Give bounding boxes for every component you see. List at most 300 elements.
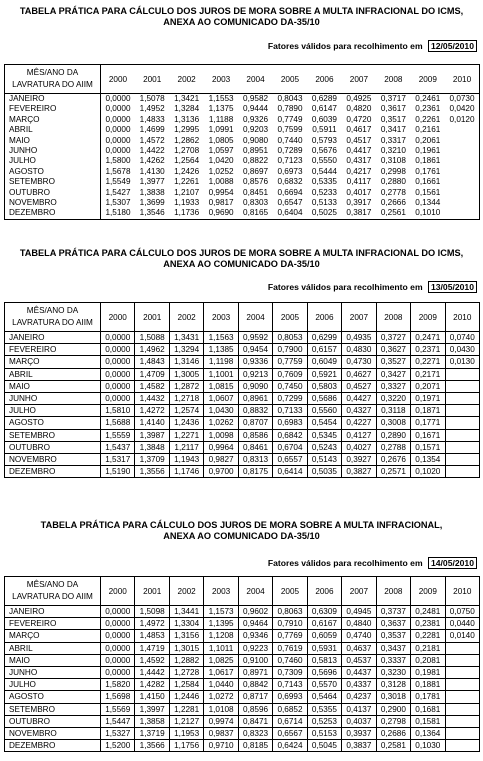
factor-cell: 0,0430	[445, 344, 479, 356]
factor-cell: 0,5793	[311, 135, 337, 145]
factor-cell: 0,0420	[449, 104, 475, 114]
factor-cell: 0,2890	[376, 429, 410, 441]
factor-cell: 0,3118	[376, 405, 410, 417]
factor-cell: 0,9100	[238, 654, 272, 666]
factor-cell: 0,9080	[243, 135, 269, 145]
factor-cell: 1,0805	[208, 135, 234, 145]
factor-table	[4, 302, 480, 478]
factor-cell: 1,3566	[135, 740, 169, 752]
table-row	[5, 618, 480, 630]
factor-cell: 1,1001	[204, 368, 238, 380]
factor-cell: 0,6167	[307, 618, 341, 630]
year-header: 2002	[169, 303, 203, 332]
month-label: AGOSTO	[5, 417, 101, 429]
month-year-header	[5, 65, 101, 94]
factor-cell: 1,5569	[101, 703, 135, 715]
factor-cell: 1,0252	[208, 166, 234, 176]
table-row	[5, 728, 480, 740]
factor-cell	[445, 208, 479, 219]
valid-date: 13/05/2010	[428, 281, 477, 293]
factor-cell: 0,3230	[376, 667, 410, 679]
factor-cell: 0,1020	[411, 466, 445, 478]
factor-cell: 0,5464	[307, 691, 341, 703]
factor-cell: 1,4592	[135, 654, 169, 666]
factor-cell: 0,5345	[307, 429, 341, 441]
month-label: DEZEMBRO	[5, 208, 101, 219]
factor-cell: 0,4337	[342, 679, 376, 691]
table-row	[5, 156, 480, 166]
factor-cell: 0,5233	[311, 187, 337, 197]
factor-cell: 0,6704	[273, 441, 307, 453]
factor-cell: 1,5190	[101, 466, 135, 478]
factor-cell: 0,3937	[342, 728, 376, 740]
factor-cell: 0,2361	[415, 104, 441, 114]
factor-cell: 0,1561	[415, 187, 441, 197]
month-label: AGOSTO	[5, 691, 101, 703]
factor-cell: 0,8842	[238, 679, 272, 691]
factor-cell: 0,3717	[380, 94, 406, 103]
factor-cell: 1,2564	[174, 156, 200, 166]
factor-cell: 1,4962	[135, 344, 169, 356]
year-header: 2005	[273, 577, 307, 606]
factor-cell: 0,6289	[311, 94, 337, 103]
factor-cell: 0,2571	[376, 466, 410, 478]
year-header: 2000	[101, 65, 135, 94]
factor-cell: 1,2436	[169, 417, 203, 429]
year-header: 2009	[411, 577, 445, 606]
factor-cell: 0,3537	[376, 630, 410, 642]
factor-cell: 1,2574	[169, 405, 203, 417]
valid-date: 14/05/2010	[428, 557, 477, 569]
factor-cell: 0,7460	[273, 654, 307, 666]
month-label: OUTUBRO	[5, 188, 101, 198]
factor-cell: 0,7289	[277, 146, 303, 156]
factor-table	[4, 64, 480, 220]
factor-cell: 0,3337	[376, 654, 410, 666]
month-label: OUTUBRO	[5, 715, 101, 727]
month-label: JANEIRO	[5, 94, 101, 105]
factor-cell: 0,5696	[307, 667, 341, 679]
month-label: FEVEREIRO	[5, 104, 101, 114]
factor-cell: 0,2561	[380, 208, 406, 218]
factor-cell: 0,2261	[415, 114, 441, 124]
factor-cell: 0,5931	[307, 642, 341, 654]
factor-cell	[445, 177, 479, 187]
factor-cell: 0,1981	[411, 667, 445, 679]
factor-cell: 1,0272	[204, 691, 238, 703]
month-label: OUTUBRO	[5, 441, 101, 453]
factor-cell: 0,8175	[238, 466, 272, 478]
factor-cell: 0,5570	[307, 679, 341, 691]
table-row	[5, 94, 480, 105]
factor-cell: 0,8822	[243, 156, 269, 166]
table-row	[5, 630, 480, 642]
factor-cell: 0,8832	[238, 405, 272, 417]
factor-cell: 0,6059	[307, 630, 341, 642]
factor-cell: 1,1198	[204, 356, 238, 368]
factor-cell: 0,7143	[273, 679, 307, 691]
year-header: 2007	[342, 303, 376, 332]
factor-cell: 1,2872	[169, 380, 203, 392]
factor-cell: 1,5437	[101, 441, 135, 453]
table-body	[5, 94, 480, 220]
factor-cell: 1,2446	[169, 691, 203, 703]
table-row	[5, 679, 480, 691]
factor-cell: 0,9326	[243, 114, 269, 124]
factor-cell: 0,0000	[101, 393, 135, 405]
factor-cell: 0,5560	[307, 405, 341, 417]
valid-label: Fatores válidos para recolhimento em	[267, 558, 423, 568]
factor-cell: 0,8576	[243, 177, 269, 187]
factor-cell: 0,4117	[346, 177, 372, 187]
factor-cell: 0,0000	[101, 356, 135, 368]
factor-cell: 0,0000	[101, 380, 135, 392]
factor-cell: 0,3018	[376, 691, 410, 703]
year-header: 2006	[307, 577, 341, 606]
factor-cell: 0,8461	[238, 441, 272, 453]
factor-cell: 0,0120	[449, 114, 475, 124]
factor-cell: 1,4952	[139, 104, 165, 114]
table-row	[5, 441, 480, 453]
factor-cell	[445, 167, 479, 177]
month-header-line-2: LAVRATURA DO AIIM	[12, 80, 93, 89]
factor-cell: 0,4637	[342, 642, 376, 654]
factor-cell: 0,3637	[376, 618, 410, 630]
factor-cell: 0,3417	[380, 125, 406, 135]
year-header: 2008	[376, 303, 410, 332]
factor-cell: 0,5454	[307, 417, 341, 429]
factor-cell: 1,3546	[139, 208, 165, 218]
factor-cell: 1,4582	[135, 380, 169, 392]
factor-cell: 0,3727	[376, 332, 410, 344]
factor-cell: 1,5800	[105, 156, 131, 166]
factor-cell: 0,9582	[243, 94, 269, 103]
month-label: JULHO	[5, 156, 101, 166]
factor-cell: 0,4537	[342, 654, 376, 666]
factor-cell	[445, 198, 479, 208]
table-section-1	[0, 0, 483, 245]
factor-cell: 0,5803	[307, 380, 341, 392]
month-label: JUNHO	[5, 667, 101, 679]
factor-cell: 1,4709	[135, 368, 169, 380]
factor-cell: 1,1746	[169, 466, 203, 478]
factor-cell: 1,3136	[174, 114, 200, 124]
table-row	[5, 188, 480, 198]
factor-cell: 0,2471	[411, 332, 445, 344]
factor-cell: 0,6309	[307, 606, 341, 618]
factor-cell: 1,1395	[204, 618, 238, 630]
year-header: 2007	[342, 577, 376, 606]
factor-cell: 1,3709	[135, 454, 169, 466]
factor-cell: 1,0098	[204, 429, 238, 441]
factor-cell: 1,1933	[174, 198, 200, 208]
factor-cell: 0,5133	[311, 198, 337, 208]
year-header: 2009	[411, 303, 445, 332]
factor-cell: 0,4840	[342, 618, 376, 630]
factor-cell: 0,9213	[238, 368, 272, 380]
factor-cell	[445, 454, 479, 466]
title-line-2: ANEXA AO COMUNICADO DA-35/10	[163, 530, 320, 541]
factor-cell: 1,3015	[169, 642, 203, 654]
factor-cell: 0,6147	[311, 104, 337, 114]
factor-cell: 0,0000	[101, 618, 135, 630]
factor-cell: 1,4853	[135, 630, 169, 642]
factor-cell: 0,4830	[342, 344, 376, 356]
factor-cell: 0,8185	[238, 740, 272, 752]
factor-cell: 0,1681	[411, 703, 445, 715]
factor-cell	[445, 703, 479, 715]
factor-cell: 0,7599	[277, 125, 303, 135]
factor-cell: 0,3817	[346, 208, 372, 218]
factor-cell	[445, 642, 479, 654]
table-row	[5, 454, 480, 466]
factor-cell: 0,4437	[342, 667, 376, 679]
factor-cell: 0,7450	[273, 380, 307, 392]
year-header: 2001	[135, 65, 169, 94]
valid-label: Fatores válidos para recolhimento em	[267, 282, 423, 292]
valid-date-line	[268, 40, 477, 52]
factor-cell: 1,4843	[135, 356, 169, 368]
factor-cell: 0,1571	[411, 441, 445, 453]
title-line-1: TABELA PRÁTICA PARA CÁLCULO DOS JUROS DE MORA SOBRE A MULTA INFRACIONAL DO ICMS,	[19, 248, 464, 258]
factor-cell: 1,2728	[169, 667, 203, 679]
factor-cell: 1,0597	[208, 146, 234, 156]
month-label: SETEMBRO	[5, 429, 101, 441]
factor-cell: 0,7759	[273, 356, 307, 368]
factor-cell: 0,0000	[101, 642, 135, 654]
factor-cell: 0,5686	[307, 393, 341, 405]
table-row	[5, 104, 480, 114]
month-label: MARÇO	[5, 115, 101, 125]
factor-cell	[445, 667, 479, 679]
factor-cell	[445, 728, 479, 740]
month-label: ABRIL	[5, 642, 101, 654]
factor-cell: 0,6567	[273, 728, 307, 740]
factor-cell: 1,3146	[169, 356, 203, 368]
factor-cell: 0,7309	[273, 667, 307, 679]
factor-cell: 1,5559	[101, 429, 135, 441]
factor-cell: 1,3977	[139, 177, 165, 187]
factor-cell: 0,8717	[238, 691, 272, 703]
factor-cell: 1,2708	[174, 146, 200, 156]
factor-cell: 0,7900	[273, 344, 307, 356]
factor-cell: 1,0617	[204, 667, 238, 679]
factor-cell: 1,3848	[135, 441, 169, 453]
factor-cell: 0,0730	[449, 94, 475, 103]
table-row	[5, 344, 480, 356]
factor-cell: 0,2676	[376, 454, 410, 466]
factor-cell: 0,4017	[346, 187, 372, 197]
factor-cell: 0,6039	[311, 114, 337, 124]
factor-cell: 0,3527	[376, 356, 410, 368]
month-header-line-1: MÊS/ANO DA	[26, 580, 79, 589]
factor-cell: 0,3917	[346, 198, 372, 208]
factor-cell: 0,8313	[238, 454, 272, 466]
factor-cell: 1,5088	[135, 332, 169, 344]
factor-cell: 0,2281	[411, 630, 445, 642]
factor-cell: 1,2718	[169, 393, 203, 405]
factor-cell: 0,4935	[342, 332, 376, 344]
factor-cell: 0,9444	[243, 104, 269, 114]
factor-cell: 1,5098	[135, 606, 169, 618]
factor-cell: 0,9710	[204, 740, 238, 752]
factor-cell: 1,1385	[204, 344, 238, 356]
month-label: MARÇO	[5, 356, 101, 368]
factor-cell: 1,5078	[139, 94, 165, 103]
month-label: FEVEREIRO	[5, 344, 101, 356]
factor-cell: 0,8951	[243, 146, 269, 156]
factor-cell: 0,0000	[105, 94, 131, 103]
factor-cell: 0,2581	[376, 740, 410, 752]
factor-cell: 0,8063	[273, 606, 307, 618]
factor-cell: 0,6993	[273, 691, 307, 703]
factor-cell: 0,5035	[307, 466, 341, 478]
table-section-2	[0, 245, 483, 493]
factor-cell: 0,4327	[342, 405, 376, 417]
factor-cell	[445, 368, 479, 380]
factor-cell: 0,9690	[208, 208, 234, 218]
factor-cell: 0,2181	[411, 642, 445, 654]
factor-cell: 0,9223	[238, 642, 272, 654]
factor-cell: 0,3617	[380, 104, 406, 114]
month-label: SETEMBRO	[5, 703, 101, 715]
factor-cell: 0,1761	[415, 166, 441, 176]
factor-cell: 0,1881	[411, 679, 445, 691]
factor-cell: 0,9817	[208, 198, 234, 208]
factor-cell: 0,9974	[204, 715, 238, 727]
factor-cell	[445, 466, 479, 478]
factor-cell: 1,4282	[135, 679, 169, 691]
factor-cell: 1,1756	[169, 740, 203, 752]
section-title	[0, 248, 483, 269]
table-row	[5, 466, 480, 478]
factor-cell: 0,7890	[277, 104, 303, 114]
table-row	[5, 642, 480, 654]
factor-cell: 1,2127	[169, 715, 203, 727]
factor-cell: 1,0108	[204, 703, 238, 715]
factor-cell: 0,1344	[415, 198, 441, 208]
factor-cell	[445, 136, 479, 146]
factor-cell: 1,3005	[169, 368, 203, 380]
factor-cell: 1,2271	[169, 429, 203, 441]
factor-cell: 0,1581	[411, 715, 445, 727]
factor-cell: 0,7123	[277, 156, 303, 166]
title-line-2: ANEXA AO COMUNICADO DA-35/10	[163, 16, 320, 27]
year-header: 2003	[204, 303, 238, 332]
factor-cell: 0,9837	[204, 728, 238, 740]
factor-cell: 0,0130	[445, 356, 479, 368]
factor-cell: 0,8043	[277, 94, 303, 103]
factor-cell: 0,4617	[346, 125, 372, 135]
factor-cell: 0,4137	[342, 703, 376, 715]
factor-cell: 0,3927	[342, 454, 376, 466]
factor-cell: 1,1011	[204, 642, 238, 654]
month-label: DEZEMBRO	[5, 740, 101, 752]
factor-cell	[445, 429, 479, 441]
factor-cell: 0,2371	[411, 344, 445, 356]
factor-cell: 0,4427	[342, 393, 376, 405]
table-header	[5, 65, 480, 94]
factor-cell: 0,4237	[342, 691, 376, 703]
factor-cell: 0,5911	[312, 125, 337, 135]
factor-cell: 0,6547	[277, 198, 303, 208]
factor-cell: 0,1661	[415, 177, 441, 187]
factor-cell: 0,4820	[346, 104, 372, 114]
table-row	[5, 356, 480, 368]
factor-cell: 0,5550	[311, 156, 337, 166]
factor-cell: 1,4150	[135, 691, 169, 703]
section-title	[0, 6, 483, 27]
factor-cell: 0,7299	[273, 393, 307, 405]
factor-cell	[445, 146, 479, 156]
table-row	[5, 368, 480, 380]
factor-cell: 1,3156	[169, 630, 203, 642]
factor-cell: 0,5025	[311, 208, 337, 218]
factor-cell	[445, 740, 479, 752]
factor-cell: 0,9827	[204, 454, 238, 466]
factor-cell: 0,6842	[273, 429, 307, 441]
factor-cell: 0,3627	[376, 344, 410, 356]
title-line-1: TABELA PRÁTICA PARA CÁLCULO DOS JUROS DE MORA SOBRE A MULTA INFRACIONAL,	[40, 520, 443, 530]
factor-cell: 1,3284	[174, 104, 200, 114]
factor-cell: 0,8961	[238, 393, 272, 405]
factor-cell: 0,4627	[342, 368, 376, 380]
factor-cell: 1,5678	[105, 166, 131, 176]
factor-cell: 0,6404	[277, 208, 303, 218]
factor-cell: 1,3441	[169, 606, 203, 618]
factor-cell: 1,3294	[169, 344, 203, 356]
factor-cell: 0,2900	[376, 703, 410, 715]
factor-cell: 0,6414	[273, 466, 307, 478]
factor-cell: 0,7910	[273, 618, 307, 630]
factor-cell: 1,0815	[204, 380, 238, 392]
factor-cell: 0,6714	[273, 715, 307, 727]
factor-cell: 1,5688	[101, 417, 135, 429]
factor-cell: 0,2481	[411, 606, 445, 618]
month-label: NOVEMBRO	[5, 728, 101, 740]
factor-cell: 1,5307	[105, 198, 131, 208]
table-row	[5, 146, 480, 156]
month-header-line-2: LAVRATURA DO AIIM	[12, 318, 93, 327]
table-row	[5, 115, 480, 125]
factor-cell: 0,6973	[277, 166, 303, 176]
factor-cell: 1,4833	[139, 114, 165, 124]
factor-cell: 0,1771	[411, 417, 445, 429]
valid-date-line	[268, 557, 477, 569]
factor-cell: 0,8053	[273, 332, 307, 344]
factor-cell: 0,8697	[243, 166, 269, 176]
year-header: 2002	[169, 577, 203, 606]
month-label: JANEIRO	[5, 332, 101, 344]
factor-cell: 1,2882	[169, 654, 203, 666]
year-header: 2001	[135, 577, 169, 606]
factor-cell: 1,3421	[174, 94, 200, 103]
factor-cell: 0,0000	[101, 630, 135, 642]
factor-cell	[445, 417, 479, 429]
factor-cell: 0,0740	[445, 332, 479, 344]
factor-cell: 0,4945	[342, 606, 376, 618]
factor-cell: 0,3317	[380, 135, 406, 145]
factor-cell: 0,2998	[380, 166, 406, 176]
factor-cell: 0,5153	[307, 728, 341, 740]
factor-cell: 1,5427	[105, 187, 131, 197]
factor-cell: 1,4699	[139, 125, 165, 135]
factor-cell: 0,2061	[415, 135, 441, 145]
factor-cell: 0,0140	[445, 630, 479, 642]
factor-cell: 1,4719	[135, 642, 169, 654]
factor-cell: 1,5810	[101, 405, 135, 417]
year-header: 2004	[238, 577, 272, 606]
